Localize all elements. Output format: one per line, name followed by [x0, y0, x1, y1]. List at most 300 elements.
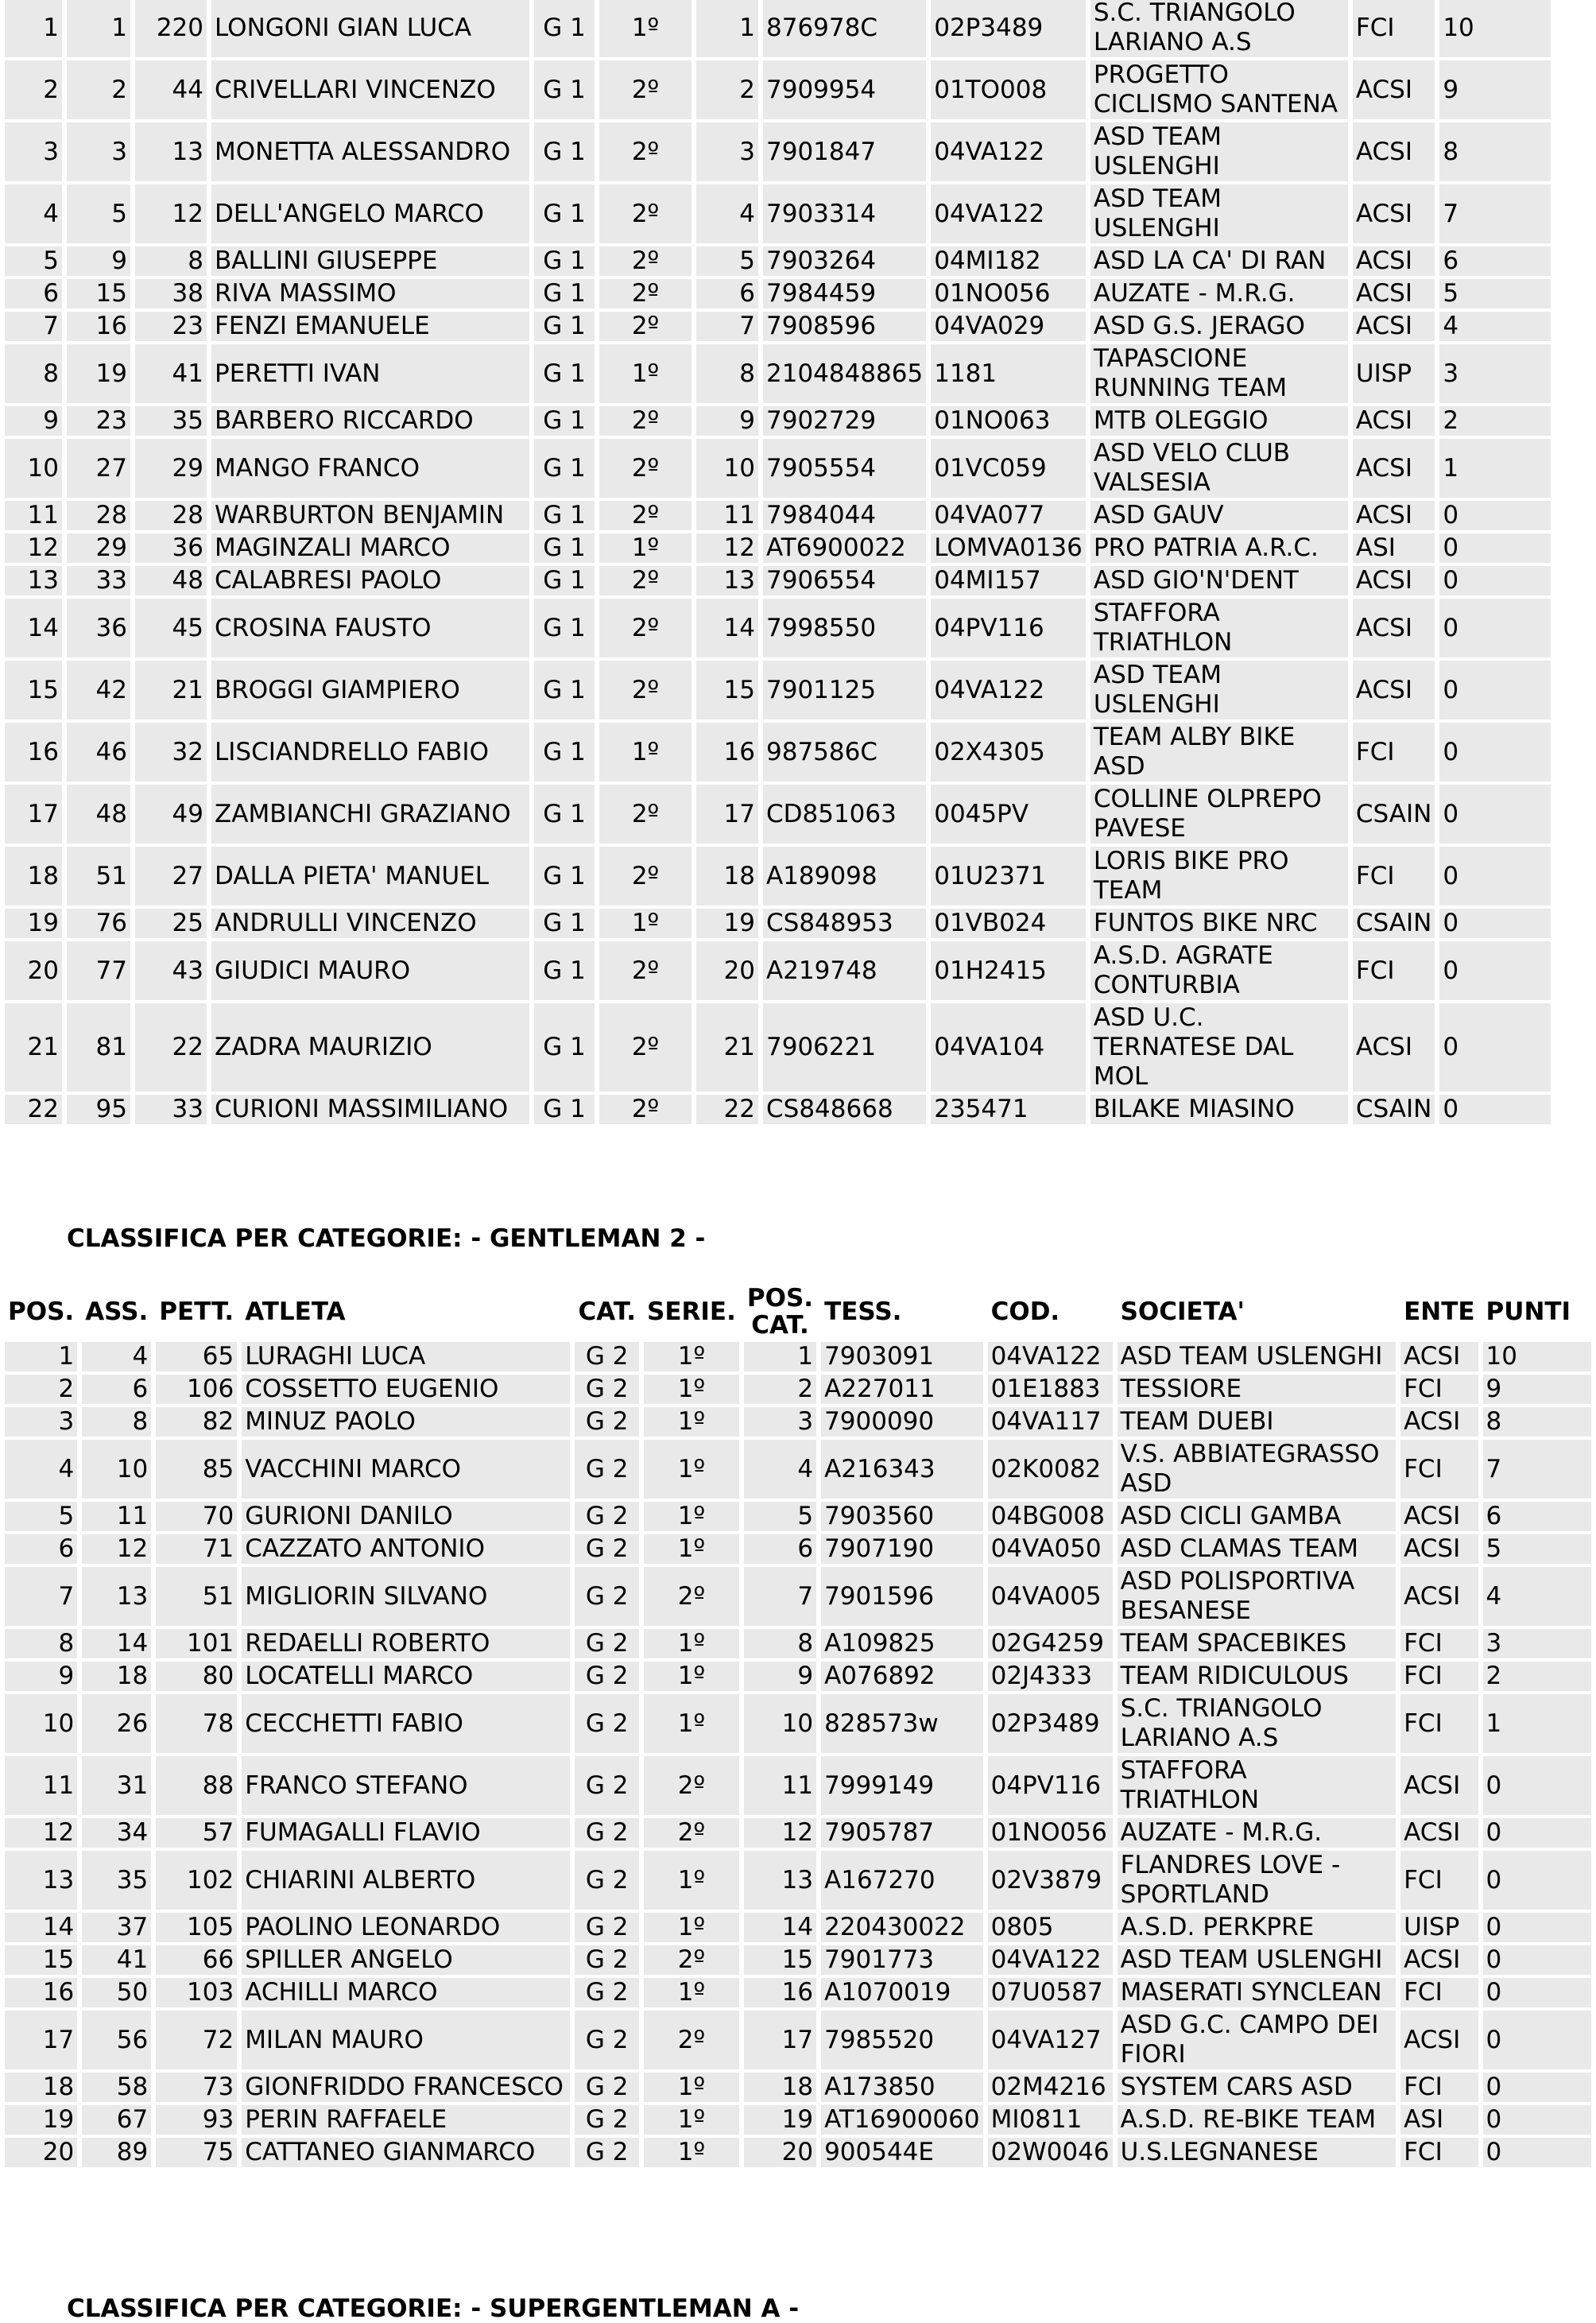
cell-cod: 04VA029	[931, 312, 1086, 341]
cell-atleta: MILAN MAURO	[242, 2011, 570, 2069]
cell-cod: 04BG008	[988, 1502, 1113, 1531]
cell-serie: 1º	[644, 2105, 739, 2135]
cell-ass: 14	[82, 1629, 151, 1658]
table-row	[5, 1003, 1551, 1092]
section-title-gentleman2: CLASSIFICA PER CATEGORIE: - GENTLEMAN 2 -	[67, 1224, 706, 1253]
cell-pett: 66	[156, 1945, 237, 1975]
cell-cod: 01E1883	[988, 1375, 1113, 1404]
cell-tess: A227011	[821, 1375, 983, 1404]
cell-pos: 20	[5, 941, 62, 1000]
cell-serie: 2º	[599, 246, 691, 276]
cell-societa: TEAM SPACEBIKES	[1118, 1629, 1396, 1658]
cell-atleta: CURIONI MASSIMILIANO	[211, 1095, 529, 1124]
cell-ass: 11	[82, 1502, 151, 1531]
cell-pett: 29	[135, 439, 207, 498]
table-row	[5, 1913, 1591, 1942]
cell-pos: 11	[5, 1756, 77, 1815]
cell-cat: G 1	[534, 723, 595, 781]
cell-atleta: SPILLER ANGELO	[242, 1945, 570, 1975]
cell-pett: 25	[135, 909, 207, 938]
table-row	[5, 941, 1551, 1000]
cell-punti: 0	[1439, 723, 1551, 781]
cell-tess: 7901125	[763, 661, 926, 719]
cell-punti: 2	[1439, 406, 1551, 436]
cell-pett: 44	[135, 60, 207, 119]
cell-cat: G 1	[534, 599, 595, 657]
table-row	[5, 1629, 1591, 1658]
cell-pos-cat: 13	[696, 566, 758, 595]
cell-pett: 45	[135, 599, 207, 657]
cell-pos: 6	[5, 1534, 77, 1564]
cell-ente: ACSI	[1353, 406, 1435, 436]
cell-pos: 5	[5, 246, 62, 276]
cell-tess: 220430022	[821, 1913, 983, 1942]
cell-serie: 1º	[644, 2073, 739, 2102]
cell-cod: 04VA122	[988, 1945, 1113, 1975]
cell-cat: G 1	[534, 60, 595, 119]
cell-ente: ASI	[1353, 533, 1435, 563]
cell-ente: ACSI	[1353, 566, 1435, 595]
cell-ass: 28	[67, 501, 130, 530]
cell-tess: A189098	[763, 847, 926, 906]
cell-atleta: MAGINZALI MARCO	[211, 533, 529, 563]
cell-pos: 8	[5, 1629, 77, 1658]
table-row	[5, 1694, 1591, 1753]
cell-serie: 2º	[599, 122, 691, 181]
cell-tess: 7984044	[763, 501, 926, 530]
cell-cat: G 2	[575, 1978, 639, 2007]
cell-ente: ACSI	[1400, 1502, 1478, 1531]
cell-pett: 80	[156, 1662, 237, 1691]
cell-cat: G 1	[534, 344, 595, 403]
cell-pos-cat: 3	[744, 1407, 816, 1437]
table-row	[5, 1662, 1591, 1691]
cell-atleta: ANDRULLI VINCENZO	[211, 909, 529, 938]
cell-punti: 0	[1439, 1003, 1551, 1092]
table-row	[5, 1818, 1591, 1848]
cell-cod: 04PV116	[931, 599, 1086, 657]
cell-ente: FCI	[1353, 723, 1435, 781]
cell-atleta: FUMAGALLI FLAVIO	[242, 1818, 570, 1848]
cell-ass: 46	[67, 723, 130, 781]
cell-ente: FCI	[1400, 1851, 1478, 1910]
cell-cod: 04VA050	[988, 1534, 1113, 1564]
cell-tess: 7903560	[821, 1502, 983, 1531]
cell-societa: V.S. ABBIATEGRASSO ASD	[1118, 1440, 1396, 1499]
cell-tess: 7985520	[821, 2011, 983, 2069]
cell-atleta: MONETTA ALESSANDRO	[211, 122, 529, 181]
cell-pett: 35	[135, 406, 207, 436]
cell-cod: 01H2415	[931, 941, 1086, 1000]
cell-serie: 2º	[599, 785, 691, 843]
cell-ente: CSAIN	[1353, 1095, 1435, 1124]
cell-cat: G 2	[575, 1534, 639, 1564]
cell-societa: FUNTOS BIKE NRC	[1090, 909, 1348, 938]
cell-pos: 14	[5, 1913, 77, 1942]
cell-pos: 16	[5, 723, 62, 781]
table-row	[5, 406, 1551, 436]
cell-tess: 7906221	[763, 1003, 926, 1092]
cell-tess: 7984459	[763, 279, 926, 308]
cell-pett: 28	[135, 501, 207, 530]
cell-serie: 2º	[599, 661, 691, 719]
cell-punti: 0	[1483, 1851, 1591, 1910]
cell-pos: 22	[5, 1095, 62, 1124]
cell-serie: 1º	[644, 1342, 739, 1371]
cell-serie: 2º	[599, 501, 691, 530]
cell-serie: 1º	[644, 1913, 739, 1942]
cell-societa: PRO PATRIA A.R.C.	[1090, 533, 1348, 563]
header-serie: SERIE.	[647, 1297, 736, 1326]
cell-atleta: ZAMBIANCHI GRAZIANO	[211, 785, 529, 843]
cell-societa: MASERATI SYNCLEAN	[1118, 1978, 1396, 2007]
cell-tess: 7903091	[821, 1342, 983, 1371]
cell-societa: ASD G.S. JERAGO	[1090, 312, 1348, 341]
cell-tess: A109825	[821, 1629, 983, 1658]
table-row	[5, 909, 1551, 938]
cell-pett: 21	[135, 661, 207, 719]
cell-pos-cat: 9	[696, 406, 758, 436]
table-row	[5, 661, 1551, 719]
cell-cat: G 1	[534, 122, 595, 181]
cell-pett: 88	[156, 1756, 237, 1815]
cell-ente: ACSI	[1353, 279, 1435, 308]
cell-atleta: CROSINA FAUSTO	[211, 599, 529, 657]
cell-tess: 7901773	[821, 1945, 983, 1975]
table-row	[5, 439, 1551, 498]
cell-societa: ASD VELO CLUB VALSESIA	[1090, 439, 1348, 498]
cell-ass: 27	[67, 439, 130, 498]
cell-societa: A.S.D. RE-BIKE TEAM	[1118, 2105, 1396, 2135]
cell-cat: G 2	[575, 2138, 639, 2167]
cell-ass: 5	[67, 184, 130, 243]
cell-ass: 58	[82, 2073, 151, 2102]
cell-ente: ACSI	[1400, 1534, 1478, 1564]
cell-pos-cat: 16	[744, 1978, 816, 2007]
cell-pos: 19	[5, 2105, 77, 2135]
cell-tess: 876978C	[763, 0, 926, 57]
cell-serie: 2º	[599, 847, 691, 906]
cell-punti: 5	[1439, 279, 1551, 308]
cell-pos-cat: 1	[744, 1342, 816, 1371]
cell-pos-cat: 5	[696, 246, 758, 276]
cell-cod: 01U2371	[931, 847, 1086, 906]
cell-ass: 2	[67, 60, 130, 119]
cell-pos-cat: 20	[744, 2138, 816, 2167]
cell-cod: LOMVA0136	[931, 533, 1086, 563]
cell-pos-cat: 10	[696, 439, 758, 498]
cell-atleta: BALLINI GIUSEPPE	[211, 246, 529, 276]
cell-pos-cat: 10	[744, 1694, 816, 1753]
cell-ass: 76	[67, 909, 130, 938]
cell-cod: 02M4216	[988, 2073, 1113, 2102]
cell-atleta: FENZI EMANUELE	[211, 312, 529, 341]
cell-punti: 6	[1439, 246, 1551, 276]
cell-serie: 1º	[644, 1407, 739, 1437]
cell-pos: 3	[5, 122, 62, 181]
cell-pett: 75	[156, 2138, 237, 2167]
cell-ass: 16	[67, 312, 130, 341]
cell-ass: 42	[67, 661, 130, 719]
cell-ass: 23	[67, 406, 130, 436]
cell-punti: 0	[1439, 909, 1551, 938]
cell-tess: AT16900060	[821, 2105, 983, 2135]
cell-ente: UISP	[1400, 1913, 1478, 1942]
cell-serie: 1º	[599, 344, 691, 403]
cell-punti: 1	[1439, 439, 1551, 498]
cell-cod: 01NO056	[988, 1818, 1113, 1848]
cell-tess: 987586C	[763, 723, 926, 781]
cell-societa: ASD TEAM USLENGHI	[1090, 661, 1348, 719]
cell-serie: 2º	[599, 184, 691, 243]
cell-ass: 33	[67, 566, 130, 595]
cell-ente: FCI	[1400, 1375, 1478, 1404]
cell-pos-cat: 17	[696, 785, 758, 843]
cell-pett: 49	[135, 785, 207, 843]
cell-tess: 7903264	[763, 246, 926, 276]
cell-pos-cat: 2	[744, 1375, 816, 1404]
cell-tess: A219748	[763, 941, 926, 1000]
cell-serie: 1º	[644, 1978, 739, 2007]
cell-atleta: BARBERO RICCARDO	[211, 406, 529, 436]
cell-pett: 71	[156, 1534, 237, 1564]
cell-pett: 220	[135, 0, 207, 57]
cell-pos: 13	[5, 566, 62, 595]
cell-tess: 7998550	[763, 599, 926, 657]
cell-serie: 2º	[599, 406, 691, 436]
cell-cat: G 2	[575, 1818, 639, 1848]
cell-serie: 2º	[599, 279, 691, 308]
cell-pett: 36	[135, 533, 207, 563]
table-row	[5, 785, 1551, 843]
cell-punti: 0	[1439, 501, 1551, 530]
cell-cod: MI0811	[988, 2105, 1113, 2135]
cell-pos-cat: 5	[744, 1502, 816, 1531]
cell-pos: 21	[5, 1003, 62, 1092]
cell-punti: 9	[1439, 60, 1551, 119]
cell-atleta: PAOLINO LEONARDO	[242, 1913, 570, 1942]
cell-cat: G 2	[575, 1407, 639, 1437]
table-row	[5, 1945, 1591, 1975]
cell-pos: 19	[5, 909, 62, 938]
cell-ente: ASI	[1400, 2105, 1478, 2135]
cell-societa: ASD TEAM USLENGHI	[1090, 184, 1348, 243]
cell-atleta: MANGO FRANCO	[211, 439, 529, 498]
cell-serie: 2º	[599, 312, 691, 341]
cell-pett: 8	[135, 246, 207, 276]
cell-punti: 9	[1483, 1375, 1591, 1404]
cell-pos-cat: 6	[744, 1534, 816, 1564]
cell-cod: 04VA104	[931, 1003, 1086, 1092]
cell-ass: 9	[67, 246, 130, 276]
cell-pett: 82	[156, 1407, 237, 1437]
cell-tess: 7999149	[821, 1756, 983, 1815]
cell-ente: ACSI	[1400, 2011, 1478, 2069]
cell-pett: 23	[135, 312, 207, 341]
cell-pos: 18	[5, 847, 62, 906]
cell-ente: CSAIN	[1353, 785, 1435, 843]
cell-cat: G 2	[575, 1342, 639, 1371]
cell-punti: 0	[1439, 661, 1551, 719]
cell-societa: ASD LA CA' DI RAN	[1090, 246, 1348, 276]
cell-atleta: RIVA MASSIMO	[211, 279, 529, 308]
cell-tess: 2104848865	[763, 344, 926, 403]
cell-tess: AT6900022	[763, 533, 926, 563]
cell-atleta: CRIVELLARI VINCENZO	[211, 60, 529, 119]
cell-pett: 12	[135, 184, 207, 243]
gentleman2-results-body	[5, 1342, 1591, 2167]
cell-societa: A.S.D. PERKPRE	[1118, 1913, 1396, 1942]
cell-atleta: PERIN RAFFAELE	[242, 2105, 570, 2135]
cell-cat: G 1	[534, 661, 595, 719]
cell-cat: G 1	[534, 279, 595, 308]
cell-pos: 8	[5, 344, 62, 403]
cell-pett: 22	[135, 1003, 207, 1092]
cell-societa: ASD G.C. CAMPO DEI FIORI	[1118, 2011, 1396, 2069]
table-row	[5, 533, 1551, 563]
cell-societa: TAPASCIONE RUNNING TEAM	[1090, 344, 1348, 403]
cell-ente: FCI	[1400, 1662, 1478, 1691]
cell-pos: 13	[5, 1851, 77, 1910]
table-row	[5, 279, 1551, 308]
gentleman1-results-body	[5, 0, 1551, 1124]
cell-punti: 10	[1483, 1342, 1591, 1371]
cell-ente: ACSI	[1353, 501, 1435, 530]
cell-cat: G 1	[534, 566, 595, 595]
table-row	[5, 184, 1551, 243]
cell-punti: 8	[1483, 1407, 1591, 1437]
cell-punti: 0	[1483, 2138, 1591, 2167]
cell-punti: 3	[1439, 344, 1551, 403]
cell-cod: 01VC059	[931, 439, 1086, 498]
cell-pos-cat: 12	[744, 1818, 816, 1848]
cell-pett: 13	[135, 122, 207, 181]
cell-pett: 103	[156, 1978, 237, 2007]
table-header-row	[5, 1285, 1591, 1339]
cell-pett: 27	[135, 847, 207, 906]
cell-pos: 12	[5, 533, 62, 563]
cell-pett: 41	[135, 344, 207, 403]
cell-cat: G 2	[575, 1851, 639, 1910]
cell-serie: 2º	[599, 941, 691, 1000]
cell-tess: A167270	[821, 1851, 983, 1910]
cell-ass: 34	[82, 1818, 151, 1848]
cell-ass: 36	[67, 599, 130, 657]
cell-punti: 0	[1439, 847, 1551, 906]
cell-ente: ACSI	[1400, 1945, 1478, 1975]
cell-pett: 106	[156, 1375, 237, 1404]
cell-ente: ACSI	[1353, 599, 1435, 657]
table-row	[5, 2138, 1591, 2167]
cell-societa: PROGETTO CICLISMO SANTENA	[1090, 60, 1348, 119]
cell-pett: 101	[156, 1629, 237, 1658]
cell-serie: 2º	[599, 1095, 691, 1124]
cell-pett: 43	[135, 941, 207, 1000]
cell-pos-cat: 13	[744, 1851, 816, 1910]
gentleman1-results-table	[0, 0, 1555, 1127]
cell-cod: 02P3489	[931, 0, 1086, 57]
cell-atleta: DALLA PIETA' MANUEL	[211, 847, 529, 906]
table-row	[5, 599, 1551, 657]
cell-pos: 2	[5, 1375, 77, 1404]
cell-cod: 04VA127	[988, 2011, 1113, 2069]
cell-tess: 7906554	[763, 566, 926, 595]
table-row	[5, 344, 1551, 403]
header-ass: ASS.	[85, 1297, 149, 1326]
table-row	[5, 246, 1551, 276]
cell-serie: 1º	[599, 909, 691, 938]
cell-atleta: WARBURTON BENJAMIN	[211, 501, 529, 530]
cell-tess: 828573w	[821, 1694, 983, 1753]
header-punti: PUNTI	[1486, 1297, 1571, 1326]
cell-punti: 0	[1483, 1945, 1591, 1975]
cell-ente: FCI	[1400, 1694, 1478, 1753]
cell-cod: 02K0082	[988, 1440, 1113, 1499]
header-cod: COD.	[990, 1297, 1060, 1326]
table-row	[5, 1502, 1591, 1531]
cell-atleta: BROGGI GIAMPIERO	[211, 661, 529, 719]
table-row	[5, 0, 1551, 57]
cell-cod: 01TO008	[931, 60, 1086, 119]
cell-pos-cat: 15	[744, 1945, 816, 1975]
cell-societa: ASD GAUV	[1090, 501, 1348, 530]
cell-tess: A076892	[821, 1662, 983, 1691]
cell-punti: 0	[1483, 2105, 1591, 2135]
cell-ass: 31	[82, 1756, 151, 1815]
cell-pos: 4	[5, 184, 62, 243]
cell-cod: 235471	[931, 1095, 1086, 1124]
cell-pos-cat: 8	[696, 344, 758, 403]
table-row	[5, 1440, 1591, 1499]
cell-pos-cat: 4	[744, 1440, 816, 1499]
cell-ente: ACSI	[1353, 60, 1435, 119]
cell-atleta: GIUDICI MAURO	[211, 941, 529, 1000]
gentleman2-results-table	[0, 1282, 1596, 2170]
cell-pos-cat: 6	[696, 279, 758, 308]
cell-cod: 01NO063	[931, 406, 1086, 436]
cell-serie: 1º	[644, 1375, 739, 1404]
cell-atleta: VACCHINI MARCO	[242, 1440, 570, 1499]
cell-atleta: LOCATELLI MARCO	[242, 1662, 570, 1691]
cell-atleta: REDAELLI ROBERTO	[242, 1629, 570, 1658]
cell-ass: 95	[67, 1095, 130, 1124]
cell-pett: 93	[156, 2105, 237, 2135]
cell-punti: 0	[1483, 1756, 1591, 1815]
cell-societa: MTB OLEGGIO	[1090, 406, 1348, 436]
cell-atleta: MINUZ PAOLO	[242, 1407, 570, 1437]
cell-atleta: CECCHETTI FABIO	[242, 1694, 570, 1753]
cell-ente: FCI	[1353, 941, 1435, 1000]
table-row	[5, 566, 1551, 595]
cell-pett: 33	[135, 1095, 207, 1124]
cell-cod: 04VA117	[988, 1407, 1113, 1437]
cell-pos: 16	[5, 1978, 77, 2007]
cell-punti: 0	[1483, 2011, 1591, 2069]
cell-pos-cat: 14	[696, 599, 758, 657]
cell-atleta: DELL'ANGELO MARCO	[211, 184, 529, 243]
cell-tess: CS848668	[763, 1095, 926, 1124]
cell-cat: G 2	[575, 1502, 639, 1531]
cell-cod: 0045PV	[931, 785, 1086, 843]
cell-serie: 2º	[599, 439, 691, 498]
cell-punti: 0	[1439, 599, 1551, 657]
cell-societa: ASD CICLI GAMBA	[1118, 1502, 1396, 1531]
cell-cod: 01VB024	[931, 909, 1086, 938]
cell-cat: G 1	[534, 439, 595, 498]
cell-cat: G 2	[575, 1440, 639, 1499]
cell-cat: G 1	[534, 533, 595, 563]
cell-serie: 1º	[599, 0, 691, 57]
